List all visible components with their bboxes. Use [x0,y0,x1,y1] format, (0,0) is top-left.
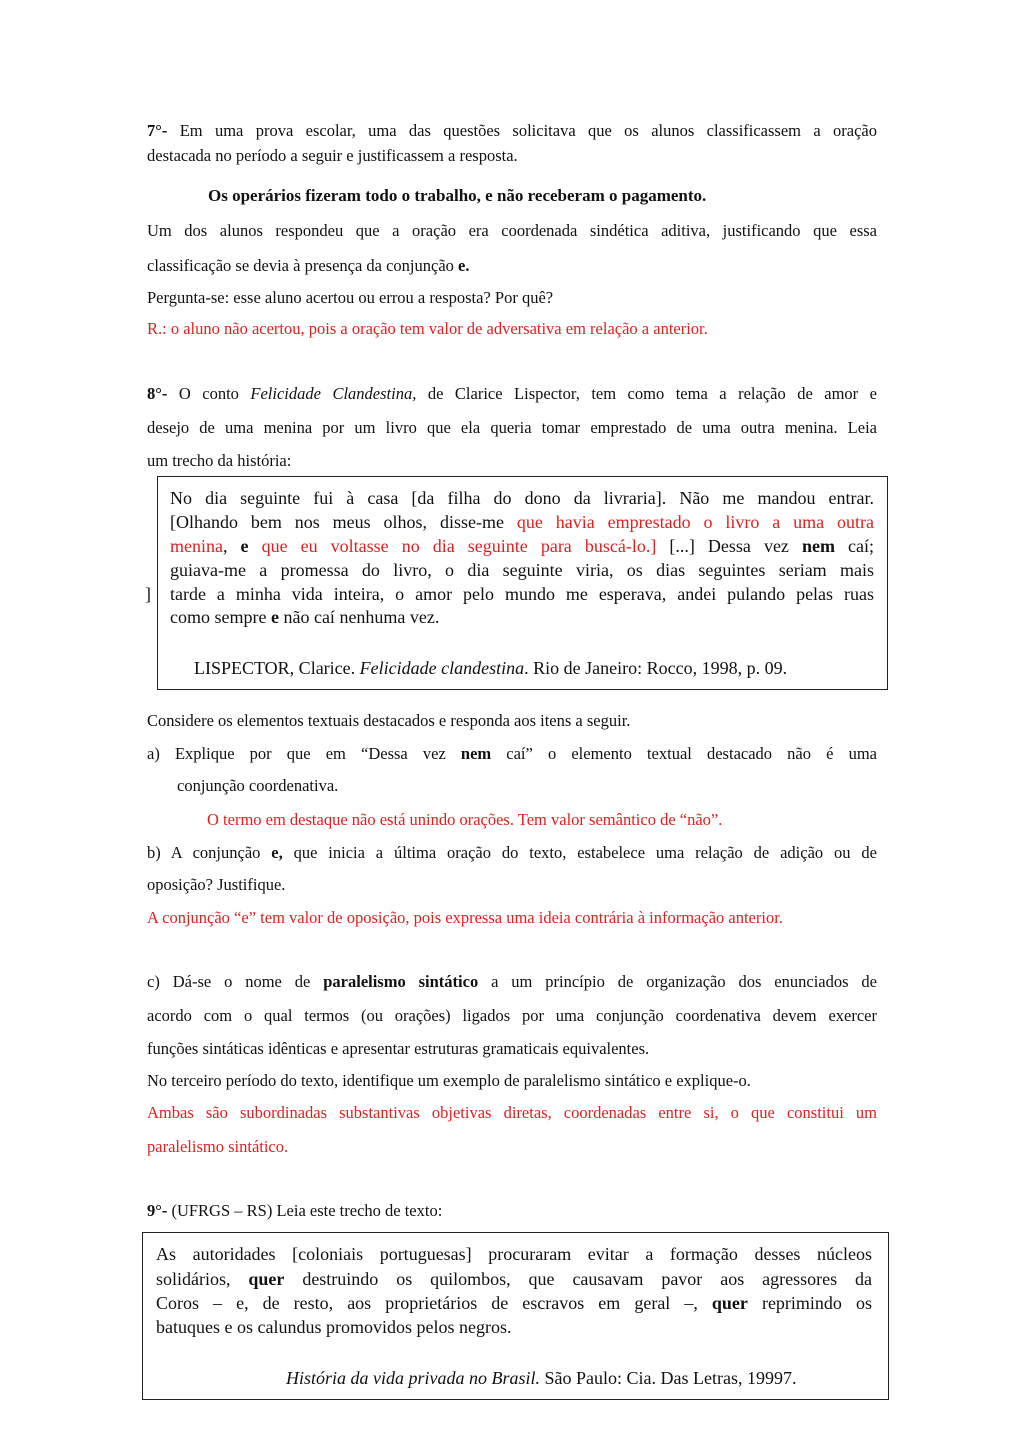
q8-quote-line5: tarde a minha vida inteira, o amor pelo mundo me esperava, andei pulando pelas ruas [170,584,874,604]
q8-quote-citation: LISPECTOR, Clarice. Felicidade clandestina. Rio de Janeiro: Rocco, 1998, p. 09. [194,658,788,678]
q9-quote-line3: Coros – e, de resto, aos proprietários de escravos em geral –, quer reprimindo os [156,1293,872,1313]
q8-item-c-line4: No terceiro período do texto, identifique um exemplo de paralelismo sintático e explique-o. [147,1071,751,1090]
q7-line4: classificação se devia à presença da conjunção e. [147,256,470,275]
q7-line3: Um dos alunos respondeu que a oração era coordenada sindética aditiva, justificando que essa [147,221,877,240]
q8-number: 8°- [147,384,168,403]
q8-quote-line4: guiava-me a promessa do livro, o dia seguinte viria, os dias seguintes seriam mais [170,560,874,580]
q9-quote-line4: batuques e os calundus promovidos pelos negros. [156,1317,512,1337]
q9-quote-line2: solidários, quer destruindo os quilombos, que causavam pavor aos agressores da [156,1269,872,1289]
q8-consider: Considere os elementos textuais destacados e responda aos itens a seguir. [147,711,631,730]
q9-quote-line1: As autoridades [coloniais portuguesas] procuraram evitar a formação desses núcleos [156,1244,872,1264]
q8-item-a-line2: conjunção coordenativa. [177,776,339,795]
q8-quote-line3: menina, e que eu voltasse no dia seguinte para buscá-lo.] [...] Dessa vez nem caí; [170,536,875,556]
q8-item-b-line2: oposição? Justifique. [147,875,286,894]
q8-intro-line1: 8°- O conto Felicidade Clandestina, de Clarice Lispector, tem como tema a relação de amor e [147,384,877,403]
q8-item-a-answer: O termo em destaque não está unindo orações. Tem valor semântico de “não”. [207,810,723,829]
q7-line2: destacada no período a seguir e justificassem a resposta. [147,146,518,165]
q8-quote-line2: [Olhando bem nos meus olhos, disse-me que havia emprestado o livro a uma outra [170,512,875,532]
q9-quote-box [142,1232,889,1400]
q8-item-b-answer: A conjunção “e” tem valor de oposição, pois expressa uma ideia contrária à informação anterior. [147,908,783,927]
q8-item-b-line1: b) A conjunção e, que inicia a última oração do texto, estabelece uma relação de adição ou de [147,843,877,862]
q8-item-c-answer2: paralelismo sintático. [147,1137,289,1156]
stray-bracket: ] [145,584,151,604]
q8-intro-line2: desejo de uma menina por um livro que ela queria tomar emprestado de uma outra menina. Leia [147,418,877,437]
q8-intro-line3: um trecho da história: [147,451,292,470]
q7-question: Pergunta-se: esse aluno acertou ou errou a resposta? Por quê? [147,288,554,307]
q9-number: 9°- [147,1201,168,1220]
q8-item-c-line2: acordo com o qual termos (ou orações) ligados por uma conjunção coordenativa devem exercer [147,1006,877,1025]
q9-intro: 9°- (UFRGS – RS) Leia este trecho de texto: [147,1201,443,1220]
q7-line1: 7°- Em uma prova escolar, uma das questões solicitava que os alunos classificassem a oração [147,121,877,140]
q8-item-c-line1: c) Dá-se o nome de paralelismo sintático a um princípio de organização dos enunciados de [147,972,877,991]
q9-quote-citation: História da vida privada no Brasil. São Paulo: Cia. Das Letras, 19997. [286,1368,797,1388]
q8-quote-line1: No dia seguinte fui à casa [da filha do dono da livraria]. Não me mandou entrar. [170,488,874,508]
q7-number: 7°- [147,121,168,140]
q8-item-c-answer1: Ambas são subordinadas substantivas objetivas diretas, coordenadas entre si, o que constitui um [147,1103,877,1122]
q7-sentence: Os operários fizeram todo o trabalho, e não receberam o pagamento. [208,186,707,205]
q7-answer: R.: o aluno não acertou, pois a oração tem valor de adversativa em relação a anterior. [147,319,708,338]
q8-quote-box [157,476,888,690]
q8-quote-line6: como sempre e não caí nenhuma vez. [170,607,440,627]
q8-item-c-line3: funções sintáticas idênticas e apresentar estruturas gramaticais equivalentes. [147,1039,650,1058]
q8-item-a-line1: a) Explique por que em “Dessa vez nem caí” o elemento textual destacado não é uma [147,744,877,763]
